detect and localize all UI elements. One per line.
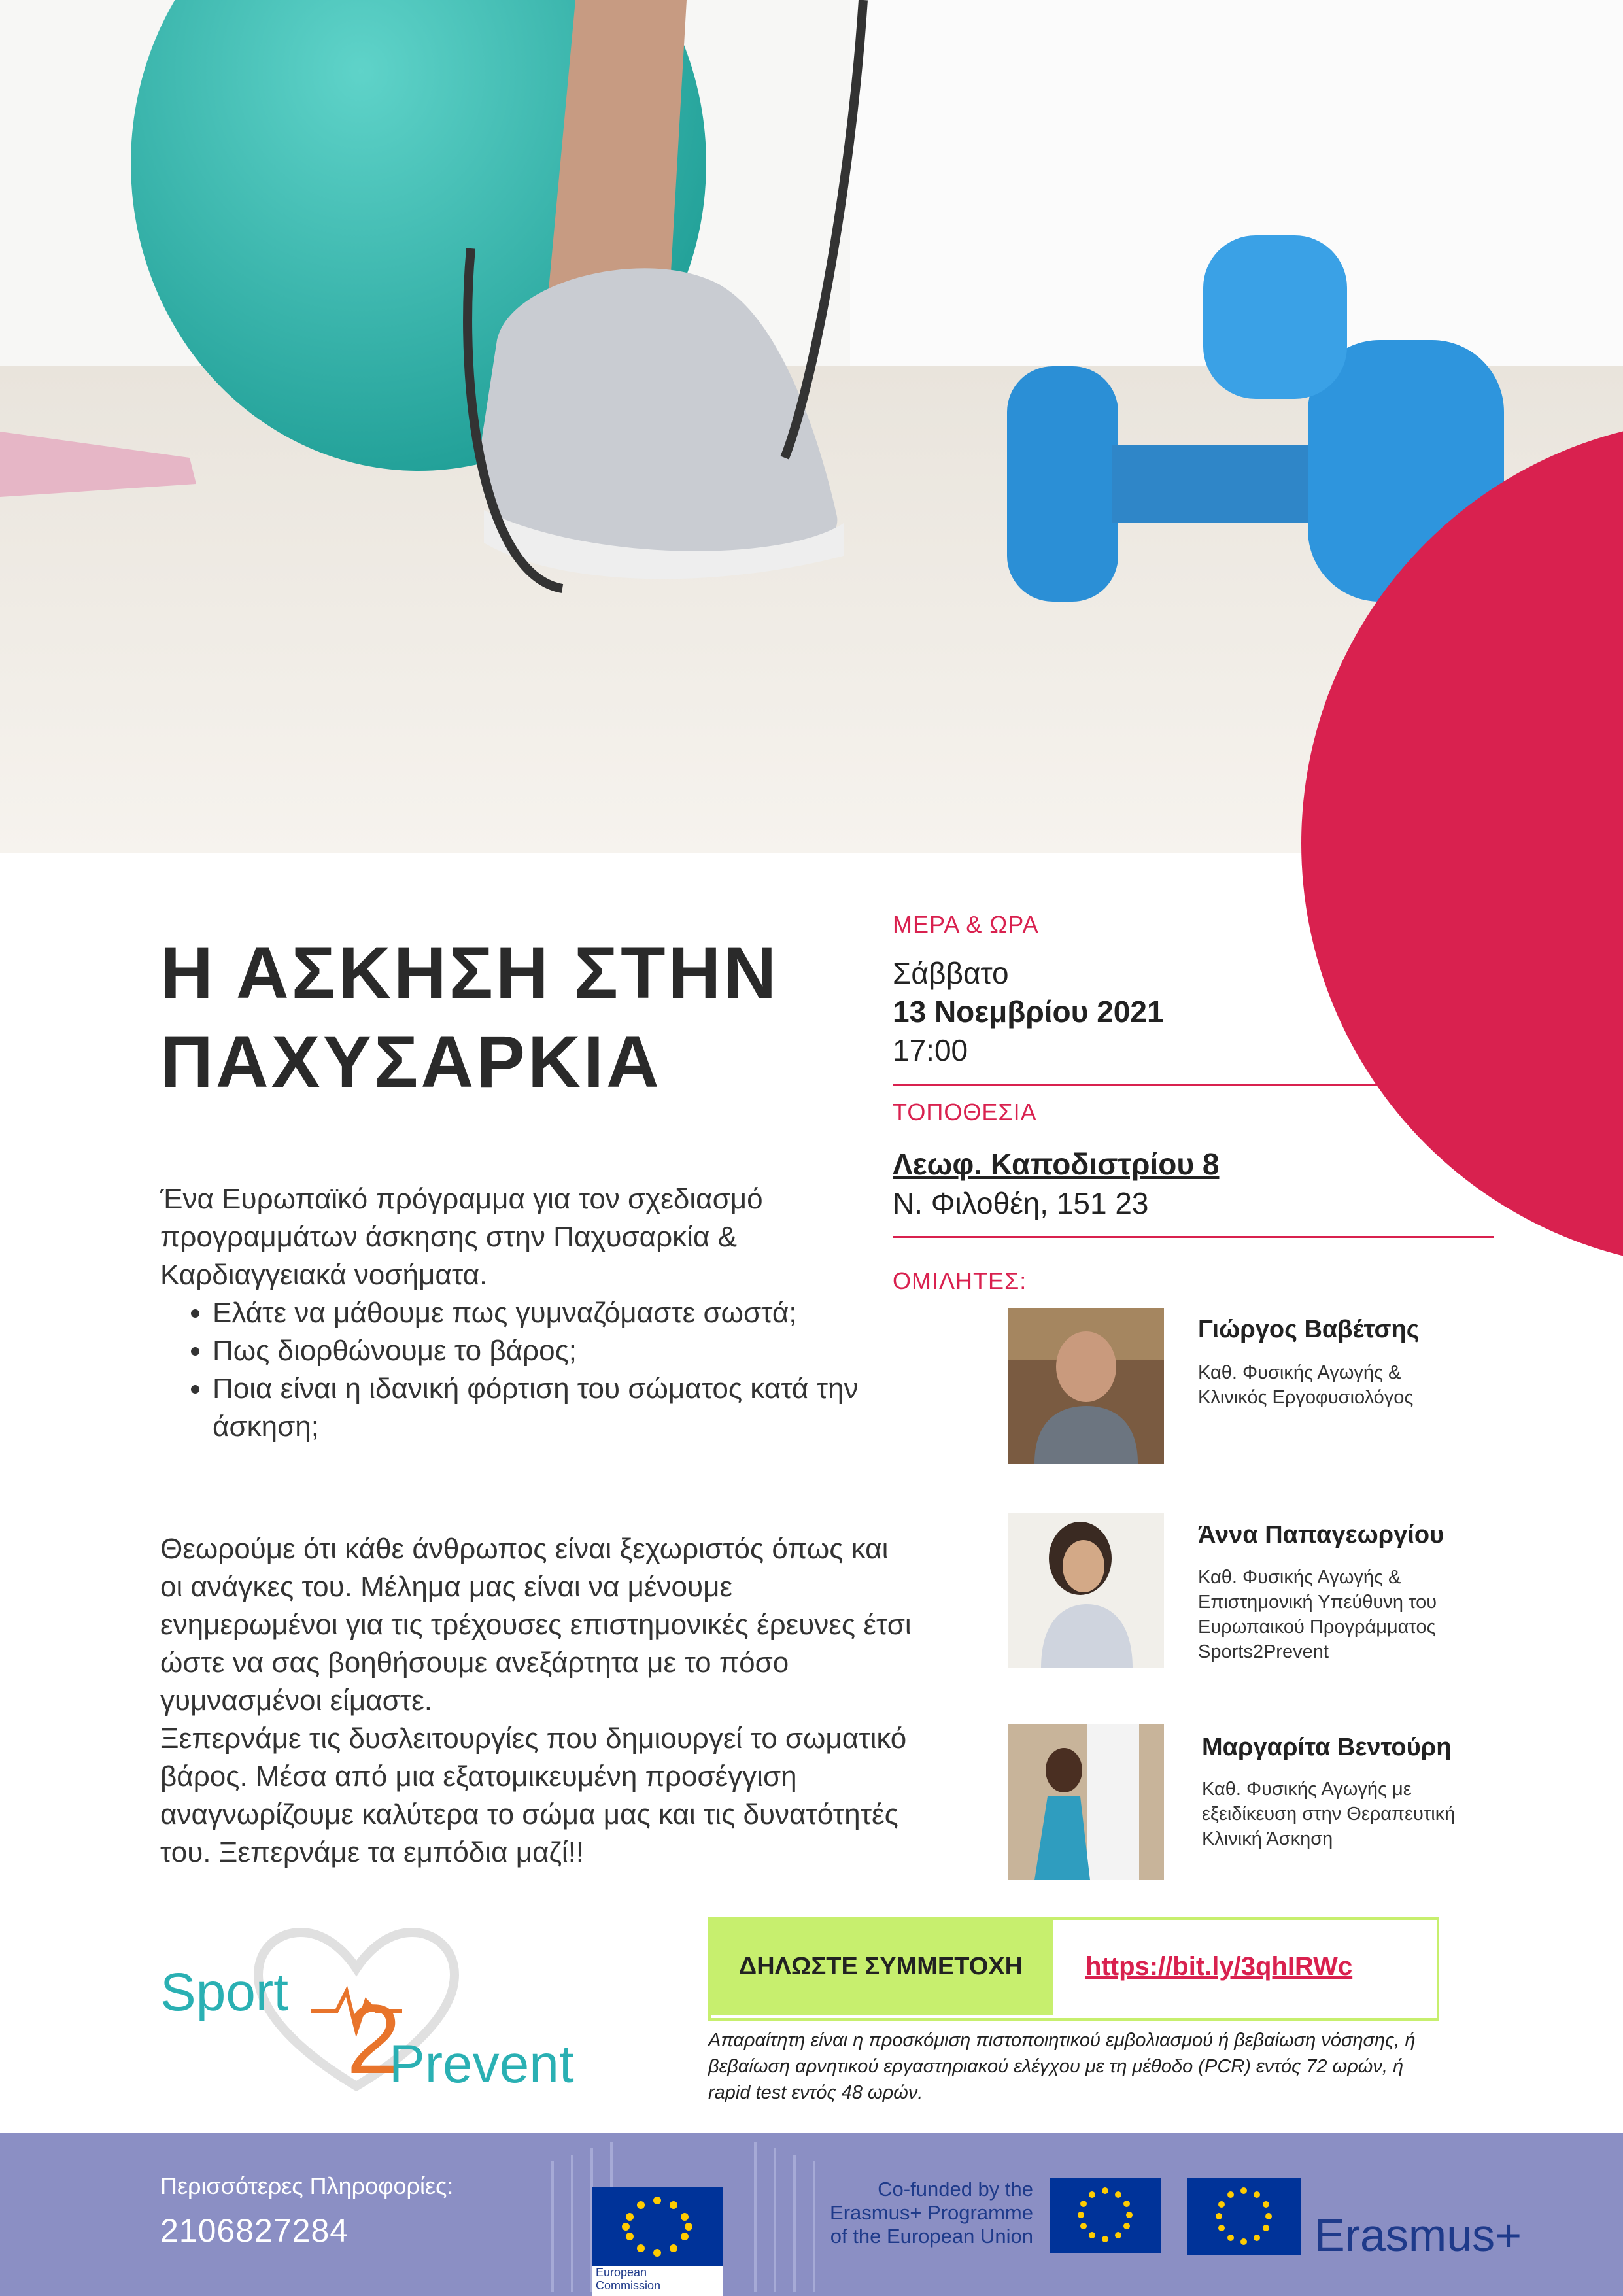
ec-label-line: European (596, 2266, 647, 2279)
speaker-photo-1 (1008, 1308, 1164, 1464)
ec-label (596, 2266, 660, 2292)
speaker-name-2: Άννα Παπαγεωργίου (1198, 1521, 1444, 1549)
description-paragraph-1: Θεωρούμε ότι κάθε άνθρωπος είναι ξεχωριστός όπως και οι ανάγκες του. Μέλημα μας είναι να μένουμε ενημερωμένοι για τις τρέχουσες επιστημονικές έρευνες έτσι ώστε να σας βοηθήσουμε ανεξάρτητα με το πόσο γυμνασμένοι είμαστε. (160, 1533, 912, 1717)
event-time: 17:00 (893, 1033, 968, 1067)
role-line: Καθ. Φυσικής Αγωγής με (1202, 1779, 1412, 1800)
cofunded-text (804, 2178, 1033, 2248)
question-list (160, 1294, 912, 1446)
role-line: Επιστημονική Υπεύθυνη του (1198, 1592, 1437, 1613)
divider (893, 1236, 1494, 1238)
role-line: Καθ. Φυσικής Αγωγής & (1198, 1567, 1401, 1588)
building-icon (546, 2135, 821, 2296)
european-commission-logo (546, 2135, 821, 2296)
logo-text-sport: Sport (160, 1962, 288, 2022)
speaker-role-1 (1198, 1360, 1413, 1410)
cofunded-line: of the European Union (830, 2225, 1033, 2248)
event-title (160, 929, 779, 1106)
intro-section (160, 1180, 912, 1446)
register-button[interactable]: ΔΗΛΩΣΤΕ ΣΥΜΜΕΤΟΧΗ (708, 1917, 1053, 2015)
title-line-2: ΠΑΧΥΣΑΡΚΙΑ (160, 1021, 662, 1103)
speaker-role-3 (1202, 1777, 1455, 1851)
address-line: Λεωφ. Καποδιστρίου 8 (893, 1147, 1220, 1181)
ec-label-line: Commission (596, 2279, 661, 2292)
phone-number[interactable]: 2106827284 (160, 2212, 349, 2249)
role-line: Καθ. Φυσικής Αγωγής & (1198, 1362, 1401, 1383)
cofunded-line: Erasmus+ Programme (830, 2201, 1033, 2224)
event-date: 13 Νοεμβρίου 2021 (893, 995, 1164, 1029)
area-line: Ν. Φιλοθέη, 151 23 (893, 1186, 1149, 1220)
logo-number: 2 (347, 1984, 401, 2094)
intro-text: Ένα Ευρωπαϊκό πρόγραμμα για τον σχεδιασμό προγραμμάτων άσκησης στην Παχυσαρκία & Καρδιαγγειακά νοσήματα. (160, 1183, 763, 1291)
list-item: • Πως διορθώνουμε το βάρος; (213, 1332, 912, 1370)
speaker-name-3: Μαργαρίτα Βεντούρη (1202, 1734, 1452, 1761)
description (160, 1530, 912, 1872)
health-certificate-note: Απαραίτητη είναι η προσκόμιση πιστοποιητικού εμβολιασμού ή βεβαίωση νόσησης, ή βεβαίωση αρνητικού εργαστηριακού ελέγχου με τη μέθοδο (PCR) εντός 72 ωρών, ή rapid test εντός 48 ωρών. (708, 2030, 1416, 2103)
description-paragraph-2: Ξεπερνάμε τις δυσλειτουργίες που δημιουργεί το σωματικό βάρος. Μέσα από μια εξατομικευμένη προσέγγιση αναγνωρίζουμε καλύτερα το σώμα μας και τις δυνατότητές του. Ξεπερνάμε τα εμπόδια μαζί!! (160, 1722, 907, 1868)
role-line: Κλινική Άσκηση (1202, 1828, 1333, 1849)
location-label: ΤΟΠΟΘΕΣΙΑ (893, 1099, 1037, 1125)
eu-flag-icon (1050, 2178, 1161, 2253)
date-label: ΜΕΡΑ & ΩΡΑ (893, 911, 1039, 938)
divider (893, 1084, 1494, 1086)
registration-link[interactable]: https://bit.ly/3qhIRWc (1085, 1952, 1353, 1981)
event-day: Σάββατο (893, 956, 1009, 990)
speaker-role-2 (1198, 1565, 1437, 1664)
role-line: Κλινικός Εργοφυσιολόγος (1198, 1387, 1414, 1408)
role-line: Ευρωπαικού Προγράμματος (1198, 1617, 1436, 1637)
speaker-name-1: Γιώργος Βαβέτσης (1198, 1316, 1420, 1343)
erasmus-plus-logo: Erasmus+ (1314, 2210, 1522, 2261)
role-line: εξειδίκευση στην Θεραπευτική (1202, 1804, 1456, 1825)
speaker-photo-2 (1008, 1513, 1164, 1668)
logo-text-prevent: Prevent (389, 2034, 574, 2094)
eu-flag-icon (1187, 2178, 1301, 2255)
speaker-photo-3 (1008, 1724, 1164, 1880)
title-line-1: Η ΑΣΚΗΣΗ ΣΤΗΝ (160, 932, 779, 1014)
role-line: Sports2Prevent (1198, 1641, 1329, 1662)
sport2prevent-logo (160, 1923, 574, 2099)
cofunded-line: Co-funded by the (878, 2178, 1033, 2201)
list-item: • Ελάτε να μάθουμε πως γυμναζόμαστε σωστά; (213, 1294, 912, 1332)
list-item: • Ποια είναι η ιδανική φόρτιση του σώματος κατά την άσκηση; (213, 1370, 912, 1446)
speakers-label: ΟΜΙΛΗΤΕΣ: (893, 1267, 1027, 1294)
more-info-label: Περισσότερες Πληροφορίες: (160, 2172, 454, 2199)
